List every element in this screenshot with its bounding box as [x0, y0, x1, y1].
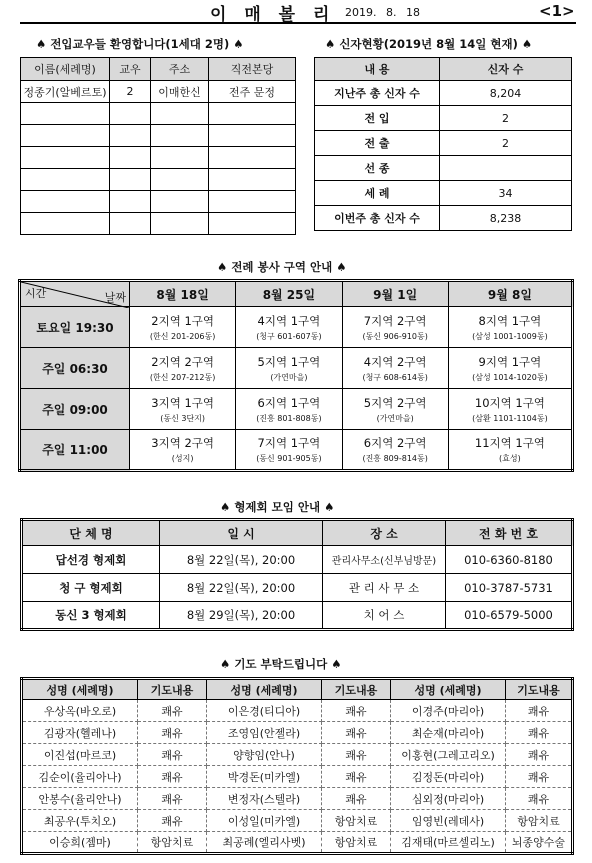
duty-area: (성지) — [171, 454, 194, 463]
stats-value: 8,238 — [440, 206, 572, 231]
meeting-cell: 관 리 사 무 소 — [323, 574, 446, 602]
meeting-row — [22, 546, 573, 574]
prayer-intent: 항암치료 — [322, 832, 391, 854]
meeting-cell: 010-6360-8180 — [446, 546, 573, 574]
duty-area: (가연마을) — [270, 372, 308, 382]
stats-row — [315, 181, 572, 206]
stats-row — [315, 106, 572, 131]
stats-row — [315, 206, 572, 231]
duty-cell — [342, 348, 448, 389]
newcomers-col: 교우 — [110, 58, 151, 81]
duty-area: (청구 601-607동) — [256, 331, 322, 341]
duty-zone: 11지역 1구역 — [474, 436, 545, 450]
newcomer-cell: 전주 문정 — [209, 81, 296, 103]
prayer-row — [22, 810, 573, 832]
newcomer-cell — [209, 103, 296, 125]
newcomer-cell — [209, 191, 296, 213]
duty-heading: ♠ 전례 봉사 구역 안내 ♠ — [217, 260, 347, 274]
newcomer-cell — [110, 103, 151, 125]
bulletin-date: 2019. 8. 18 — [345, 6, 420, 19]
duty-cell — [448, 430, 572, 471]
newcomer-cell — [151, 125, 209, 147]
stats-label: 이번주 총 신자 수 — [315, 206, 440, 231]
prayer-name: 최순재(마리아) — [391, 722, 506, 744]
duty-cell — [130, 307, 236, 348]
newcomer-cell — [21, 103, 110, 125]
duty-area: (삼성 1001-1009동) — [472, 331, 548, 341]
prayer-intent: 쾌유 — [506, 722, 573, 744]
duty-zone: 4지역 2구역 — [363, 354, 427, 369]
duty-cell — [342, 430, 448, 471]
newcomer-row — [21, 169, 296, 191]
newcomer-cell — [110, 147, 151, 169]
stats-heading: ♠ 신자현황(2019년 8월 14일 현재) ♠ — [325, 37, 533, 51]
corner-time: 시간 — [25, 287, 47, 300]
duty-zone: 7지역 2구역 — [363, 313, 427, 328]
duty-area: (청구 608-614동) — [362, 372, 428, 382]
duty-zone: 9지역 1구역 — [478, 354, 542, 369]
duty-area: (효성) — [499, 454, 521, 463]
duty-zone: 6지역 1구역 — [257, 395, 321, 410]
prayer-intent: 쾌유 — [138, 744, 207, 766]
prayer-intent: 쾌유 — [322, 744, 391, 766]
duty-area: (가연마을) — [376, 413, 414, 423]
newcomer-cell: 이매한신 — [151, 81, 209, 103]
prayer-col: 성명 (세례명) — [391, 679, 506, 700]
prayer-intent: 쾌유 — [506, 700, 573, 722]
prayer-name: 조영임(안젤라) — [207, 722, 322, 744]
prayer-name: 심외정(마리아) — [391, 788, 506, 810]
duty-area: (진흥 801-808동) — [256, 413, 322, 423]
duty-area: (삼환 1101-1104동) — [472, 413, 548, 423]
prayer-name: 이진섭(마르코) — [22, 744, 138, 766]
stats-col: 신자 수 — [440, 58, 572, 81]
newcomer-cell — [21, 125, 110, 147]
duty-zone: 8지역 1구역 — [478, 313, 542, 328]
stats-label: 지난주 총 신자 수 — [315, 81, 440, 106]
prayer-name: 이승희(젬마) — [22, 832, 138, 854]
newcomer-cell — [151, 213, 209, 235]
duty-row — [20, 348, 573, 389]
prayer-intent: 뇌종양수술 — [506, 832, 573, 854]
newcomer-row — [21, 81, 296, 103]
prayer-intent: 쾌유 — [506, 788, 573, 810]
prayer-intent: 쾌유 — [138, 700, 207, 722]
meeting-cell: 010-3787-5731 — [446, 574, 573, 602]
meeting-cell: 답선경 형제회 — [22, 546, 160, 574]
prayer-intent: 쾌유 — [138, 788, 207, 810]
duty-zone: 2지역 1구역 — [151, 313, 214, 328]
prayer-intent: 쾌유 — [138, 722, 207, 744]
prayer-intent: 쾌유 — [322, 700, 391, 722]
stats-label: 전 출 — [315, 131, 440, 156]
duty-cell — [342, 389, 448, 430]
duty-time: 토요일 19:30 — [20, 307, 130, 348]
stats-table — [314, 57, 572, 231]
stats-value: 2 — [440, 106, 572, 131]
prayer-name: 최공례(엘리사벳) — [207, 832, 322, 854]
prayer-intent: 항암치료 — [506, 810, 573, 832]
prayer-name: 김순이(율리아나) — [22, 766, 138, 788]
prayer-name: 이경주(마리아) — [391, 700, 506, 722]
duty-area: (동신 3단지) — [160, 413, 206, 423]
duty-zone: 6지역 2구역 — [363, 436, 427, 450]
duty-table — [18, 279, 574, 472]
prayer-row — [22, 788, 573, 810]
duty-area: (한신 201-206동) — [149, 331, 216, 341]
duty-zone: 3지역 2구역 — [151, 436, 214, 450]
meeting-cell: 치 어 스 — [323, 602, 446, 630]
bulletin-header — [20, 0, 576, 24]
meeting-cell: 010-6579-5000 — [446, 602, 573, 630]
duty-date: 8월 25일 — [236, 281, 342, 307]
prayer-intent: 쾌유 — [138, 810, 207, 832]
stats-row — [315, 131, 572, 156]
duty-cell — [130, 430, 236, 471]
meetings-col: 전 화 번 호 — [446, 520, 573, 546]
meetings-table — [20, 518, 574, 631]
newcomer-row — [21, 125, 296, 147]
prayer-intent: 항암치료 — [322, 810, 391, 832]
duty-date: 8월 18일 — [130, 281, 236, 307]
prayer-name: 김정돈(마리아) — [391, 766, 506, 788]
newcomers-table — [20, 57, 296, 235]
newcomer-cell — [209, 169, 296, 191]
prayer-name: 김광자(헬레나) — [22, 722, 138, 744]
stats-value: 8,204 — [440, 81, 572, 106]
duty-zone: 5지역 1구역 — [257, 354, 321, 369]
stats-value: 34 — [440, 181, 572, 206]
duty-date: 9월 1일 — [342, 281, 448, 307]
duty-row — [20, 307, 573, 348]
stats-row — [315, 81, 572, 106]
prayer-intent: 쾌유 — [506, 744, 573, 766]
duty-date: 9월 8일 — [448, 281, 572, 307]
meeting-row — [22, 574, 573, 602]
corner-date: 날짜 — [104, 291, 126, 304]
newcomer-cell — [209, 125, 296, 147]
prayer-col: 성명 (세례명) — [22, 679, 138, 700]
prayer-name: 이홍현(그레고리오) — [391, 744, 506, 766]
prayer-name: 박경돈(미카엘) — [207, 766, 322, 788]
prayer-col: 성명 (세례명) — [207, 679, 322, 700]
newcomer-row — [21, 213, 296, 235]
duty-row — [20, 430, 573, 471]
prayer-row — [22, 766, 573, 788]
duty-row — [20, 389, 573, 430]
duty-cell — [130, 389, 236, 430]
duty-zone: 4지역 1구역 — [257, 313, 321, 328]
prayer-intent: 쾌유 — [322, 788, 391, 810]
duty-zone: 2지역 2구역 — [151, 354, 214, 369]
duty-cell — [236, 430, 342, 471]
duty-area: (한신 207-212동) — [149, 372, 216, 382]
prayer-intent: 쾌유 — [506, 766, 573, 788]
stats-value: 2 — [440, 131, 572, 156]
page-number: <1> — [539, 2, 575, 20]
newcomer-cell — [209, 213, 296, 235]
prayer-heading: ♠ 기도 부탁드립니다 ♠ — [220, 657, 342, 671]
newcomer-cell — [151, 191, 209, 213]
duty-cell — [448, 389, 572, 430]
prayer-intent: 쾌유 — [138, 766, 207, 788]
meeting-cell: 관리사무소(신부님방문) — [323, 546, 446, 574]
duty-corner — [20, 281, 130, 307]
meeting-cell: 청 구 형제회 — [22, 574, 160, 602]
prayer-col: 기도내용 — [138, 679, 207, 700]
meeting-cell: 8월 22일(목), 20:00 — [160, 574, 323, 602]
newcomer-cell — [151, 103, 209, 125]
duty-cell — [130, 348, 236, 389]
newcomer-cell — [209, 147, 296, 169]
duty-area: (진흥 809-814동) — [362, 454, 428, 463]
newcomers-col: 이름(세례명) — [21, 58, 110, 81]
newcomer-cell — [110, 191, 151, 213]
duty-cell — [448, 307, 572, 348]
stats-label: 전 입 — [315, 106, 440, 131]
prayer-name: 변정자(스텔라) — [207, 788, 322, 810]
newcomer-cell — [151, 169, 209, 191]
prayer-row — [22, 744, 573, 766]
bulletin-title: 이 매 볼 리 — [210, 5, 336, 25]
duty-cell — [342, 307, 448, 348]
prayer-intent: 항암치료 — [138, 832, 207, 854]
prayer-name: 안봉수(율리안나) — [22, 788, 138, 810]
duty-area: (동신 901-905동) — [256, 454, 322, 463]
prayer-name: 양향임(안나) — [207, 744, 322, 766]
prayer-row — [22, 700, 573, 722]
newcomer-cell — [151, 147, 209, 169]
prayer-name: 김재태(마르셀리노) — [391, 832, 506, 854]
duty-cell — [448, 348, 572, 389]
duty-cell — [236, 348, 342, 389]
prayer-name: 이성일(미카엘) — [207, 810, 322, 832]
prayer-name: 최공우(투치오) — [22, 810, 138, 832]
prayer-col: 기도내용 — [322, 679, 391, 700]
prayer-name: 우상옥(바오로) — [22, 700, 138, 722]
duty-zone: 7지역 1구역 — [257, 436, 321, 450]
duty-area: (삼성 1014-1020동) — [472, 372, 548, 382]
prayer-col: 기도내용 — [506, 679, 573, 700]
newcomers-heading: ♠ 전입교우들 환영합니다(1세대 2명) ♠ — [36, 37, 244, 51]
meetings-heading: ♠ 형제회 모임 안내 ♠ — [220, 500, 335, 514]
newcomers-col: 직전본당 — [209, 58, 296, 81]
newcomers-col: 주소 — [151, 58, 209, 81]
duty-time: 주일 11:00 — [20, 430, 130, 471]
meeting-cell: 동신 3 형제회 — [22, 602, 160, 630]
newcomer-cell — [110, 213, 151, 235]
prayer-name: 이은경(티디아) — [207, 700, 322, 722]
duty-zone: 10지역 1구역 — [474, 395, 545, 410]
newcomer-row — [21, 147, 296, 169]
duty-area: (동신 906-910동) — [362, 331, 428, 341]
prayer-intent: 쾌유 — [322, 766, 391, 788]
meetings-col: 단 체 명 — [22, 520, 160, 546]
prayer-row — [22, 722, 573, 744]
duty-time: 주일 09:00 — [20, 389, 130, 430]
newcomer-row — [21, 191, 296, 213]
newcomer-cell — [110, 125, 151, 147]
newcomer-cell: 정종기(알베르토) — [21, 81, 110, 103]
duty-zone: 3지역 1구역 — [151, 395, 214, 410]
newcomer-cell — [21, 191, 110, 213]
stats-label: 세 례 — [315, 181, 440, 206]
duty-cell — [236, 307, 342, 348]
stats-label: 선 종 — [315, 156, 440, 181]
newcomer-cell — [21, 213, 110, 235]
stats-row — [315, 156, 572, 181]
newcomer-row — [21, 103, 296, 125]
prayer-name: 임영빈(레데사) — [391, 810, 506, 832]
duty-time: 주일 06:30 — [20, 348, 130, 389]
stats-value — [440, 156, 572, 181]
newcomer-cell — [21, 147, 110, 169]
prayer-table — [20, 677, 574, 855]
meeting-cell: 8월 29일(목), 20:00 — [160, 602, 323, 630]
meeting-row — [22, 602, 573, 630]
newcomer-cell: 2 — [110, 81, 151, 103]
meetings-col: 일 시 — [160, 520, 323, 546]
newcomer-cell — [21, 169, 110, 191]
prayer-intent: 쾌유 — [322, 722, 391, 744]
meeting-cell: 8월 22일(목), 20:00 — [160, 546, 323, 574]
newcomer-cell — [110, 169, 151, 191]
prayer-row — [22, 832, 573, 854]
stats-col: 내 용 — [315, 58, 440, 81]
duty-cell — [236, 389, 342, 430]
duty-zone: 5지역 2구역 — [363, 395, 427, 410]
meetings-col: 장 소 — [323, 520, 446, 546]
